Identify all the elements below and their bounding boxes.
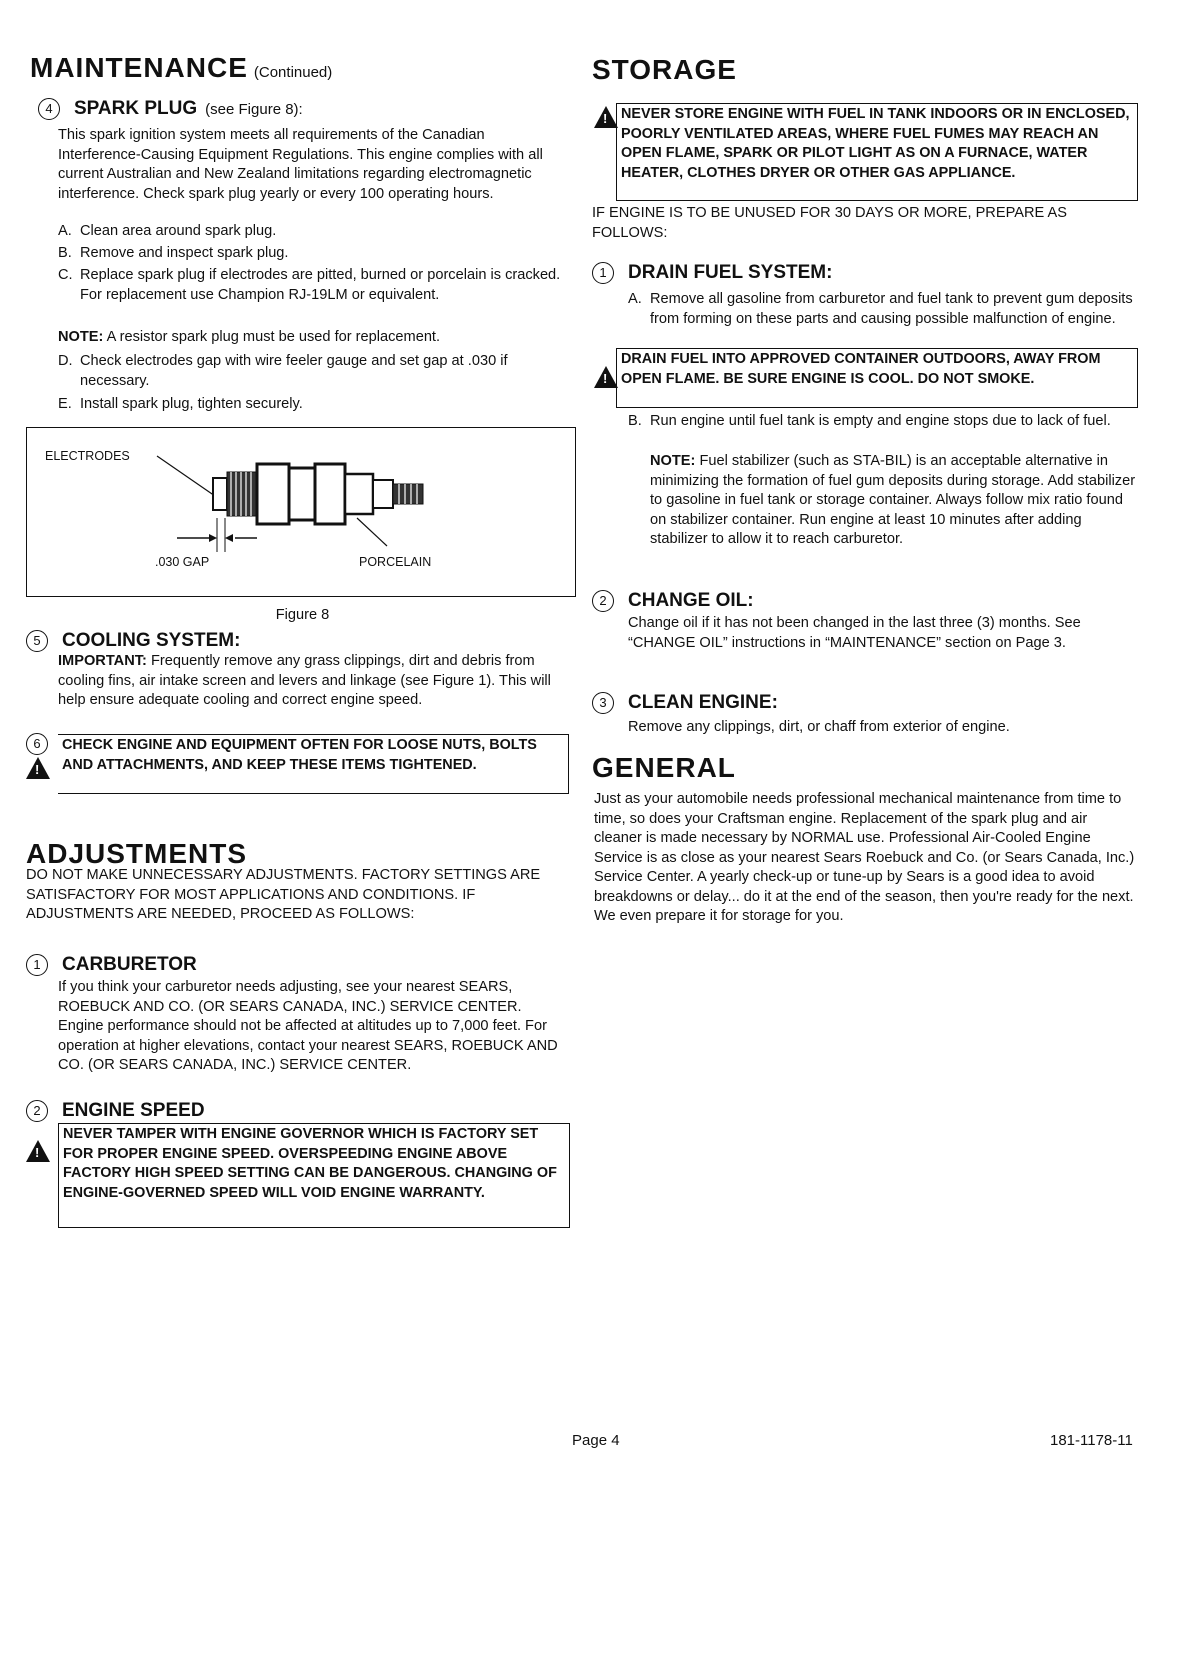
change-oil-text: Change oil if it has not been changed in the last three (3) months. See “CHANGE OIL” instructions in “MAINTENANCE” section on Page 3.	[628, 615, 1081, 651]
adjustments-intro: DO NOT MAKE UNNECESSARY ADJUSTMENTS. FACTORY SETTINGS ARE SATISFACTORY FOR MOST APPLICATIONS AND CONDITIONS. IF ADJUSTMENTS ARE NEEDED, PROCEED AS FOLLOWS:	[26, 867, 541, 922]
step-number: 6	[26, 733, 48, 755]
step-number: 1	[26, 954, 48, 976]
spark-plug-heading: 4 SPARK PLUG (see Figure 8):	[38, 98, 303, 120]
warning-triangle-icon	[26, 1140, 50, 1162]
general-heading: GENERAL	[592, 752, 736, 783]
clean-engine-heading: 3 CLEAN ENGINE:	[592, 692, 778, 714]
engine-speed-heading: 2 ENGINE SPEED	[26, 1100, 205, 1122]
step-number: 4	[38, 98, 60, 120]
warning-triangle-icon	[594, 366, 618, 388]
porcelain-label: PORCELAIN	[359, 555, 432, 569]
clean-engine-text: Remove any clippings, dirt, or chaff from exterior of engine.	[628, 719, 1010, 735]
drain-fuel-warning: DRAIN FUEL INTO APPROVED CONTAINER OUTDOORS, AWAY FROM OPEN FLAME. BE SURE ENGINE IS COOL. DO NOT SMOKE.	[616, 348, 1138, 408]
list-item: C. Replace spark plug if electrodes are pitted, burned or porcelain is cracked. For replacement use Champion RJ-19LM or equivalent.	[58, 267, 561, 303]
change-oil-heading: 2 CHANGE OIL:	[592, 590, 754, 612]
step-number: 2	[26, 1100, 48, 1122]
step-number: 2	[592, 590, 614, 612]
spark-plug-diagram	[27, 428, 575, 596]
step-number: 3	[592, 692, 614, 714]
list-item: B. Run engine until fuel tank is empty and engine stops due to lack of fuel.	[628, 413, 1111, 429]
step-number: 1	[592, 262, 614, 284]
list-item: A. Remove all gasoline from carburetor and fuel tank to prevent gum deposits from forming on these parts and causing possible malfunction of engine.	[628, 291, 1133, 327]
warning-triangle-icon	[594, 106, 618, 128]
storage-intro: IF ENGINE IS TO BE UNUSED FOR 30 DAYS OR MORE, PREPARE AS FOLLOWS:	[592, 205, 1067, 241]
fuel-stabilizer-note: NOTE: Fuel stabilizer (such as STA-BIL) is an acceptable alternative in minimizing the formation of fuel gum deposits during storage. Add stabilizer to gasoline in fuel tank or storage container. Always follow mix ratio found on stabilizer container. Run engine at least 10 minutes after adding stabilizer to allow it to reach carburetor.	[650, 453, 1136, 547]
general-text: Just as your automobile needs professional mechanical maintenance from time to time, so does your Craftsman engine. Replacement of the spark plug and air cleaner is made necessary by NORMAL use. Professional Air-Cooled Engine Service is as close as your nearest Sears Roebuck and Co. (or Sears Canada, Inc.) Service Center. A yearly check-up or tune-up by Sears is a good idea to avoid breakdowns or delay... do it at the end of the season, then you're ready for the next. We even prepare it for storage for you.	[594, 791, 1135, 924]
spark-plug-note: NOTE: A resistor spark plug must be used for replacement.	[58, 329, 441, 345]
list-item: D. Check electrodes gap with wire feeler gauge and set gap at .030 if necessary.	[58, 353, 508, 389]
gap-label: .030 GAP	[155, 555, 210, 569]
document-code: 181-1178-11	[1050, 1432, 1133, 1449]
cooling-system-text: IMPORTANT: Frequently remove any grass clippings, dirt and debris from cooling fins, air intake screen and levers and linkage (see Figure 1). This will help ensure adequate cooling and correct engine speed.	[58, 653, 551, 708]
loose-nuts-warning: CHECK ENGINE AND EQUIPMENT OFTEN FOR LOOSE NUTS, BOLTS AND ATTACHMENTS, AND KEEP THESE ITEMS TIGHTENED.	[58, 734, 569, 794]
carburetor-text: If you think your carburetor needs adjusting, see your nearest SEARS, ROEBUCK AND CO. (OR SEARS CANADA, INC.) SERVICE CENTER. Engine performance should not be affected at altitudes up to 7,000 feet. For operation at higher elevations, contact your nearest SEARS, ROEBUCK AND CO. (OR SEARS CANADA, INC.) SERVICE CENTER.	[58, 979, 558, 1073]
step-number: 5	[26, 630, 48, 652]
page-number: Page 4	[572, 1432, 620, 1449]
storage-heading: STORAGE	[592, 54, 737, 85]
list-item: E. Install spark plug, tighten securely.	[58, 396, 303, 412]
carburetor-heading: 1 CARBURETOR	[26, 954, 197, 976]
warning-triangle-icon	[26, 757, 50, 779]
cooling-system-heading: 5 COOLING SYSTEM:	[26, 630, 240, 652]
electrodes-label: ELECTRODES	[45, 449, 130, 463]
spark-plug-intro: This spark ignition system meets all requirements of the Canadian Interference-Causing Equipment Regulations. This engine complies with all current Australian and New Zealand limitations regarding electromagnetic interference. Check spark plug yearly or every 100 operating hours.	[58, 127, 543, 202]
drain-fuel-heading: 1 DRAIN FUEL SYSTEM:	[592, 262, 832, 284]
engine-speed-warning: NEVER TAMPER WITH ENGINE GOVERNOR WHICH IS FACTORY SET FOR PROPER ENGINE SPEED. OVERSPEEDING ENGINE ABOVE FACTORY HIGH SPEED SETTING CAN BE DANGEROUS. CHANGING OF ENGINE-GOVERNED SPEED WILL VOID ENGINE WARRANTY.	[58, 1123, 570, 1228]
list-item: B. Remove and inspect spark plug.	[58, 245, 289, 261]
maintenance-heading: MAINTENANCE (Continued)	[30, 52, 333, 83]
list-item: A. Clean area around spark plug.	[58, 223, 277, 239]
spark-plug-figure	[26, 427, 576, 597]
figure-caption: Figure 8	[275, 607, 330, 623]
storage-warning: NEVER STORE ENGINE WITH FUEL IN TANK INDOORS OR IN ENCLOSED, POORLY VENTILATED AREAS, WHERE FUEL FUMES MAY REACH AN OPEN FLAME, SPARK OR PILOT LIGHT AS ON A FURNACE, WATER HEATER, CLOTHES DRYER OR OTHER GAS APPLIANCE.	[616, 103, 1138, 201]
adjustments-heading: ADJUSTMENTS	[26, 838, 248, 869]
